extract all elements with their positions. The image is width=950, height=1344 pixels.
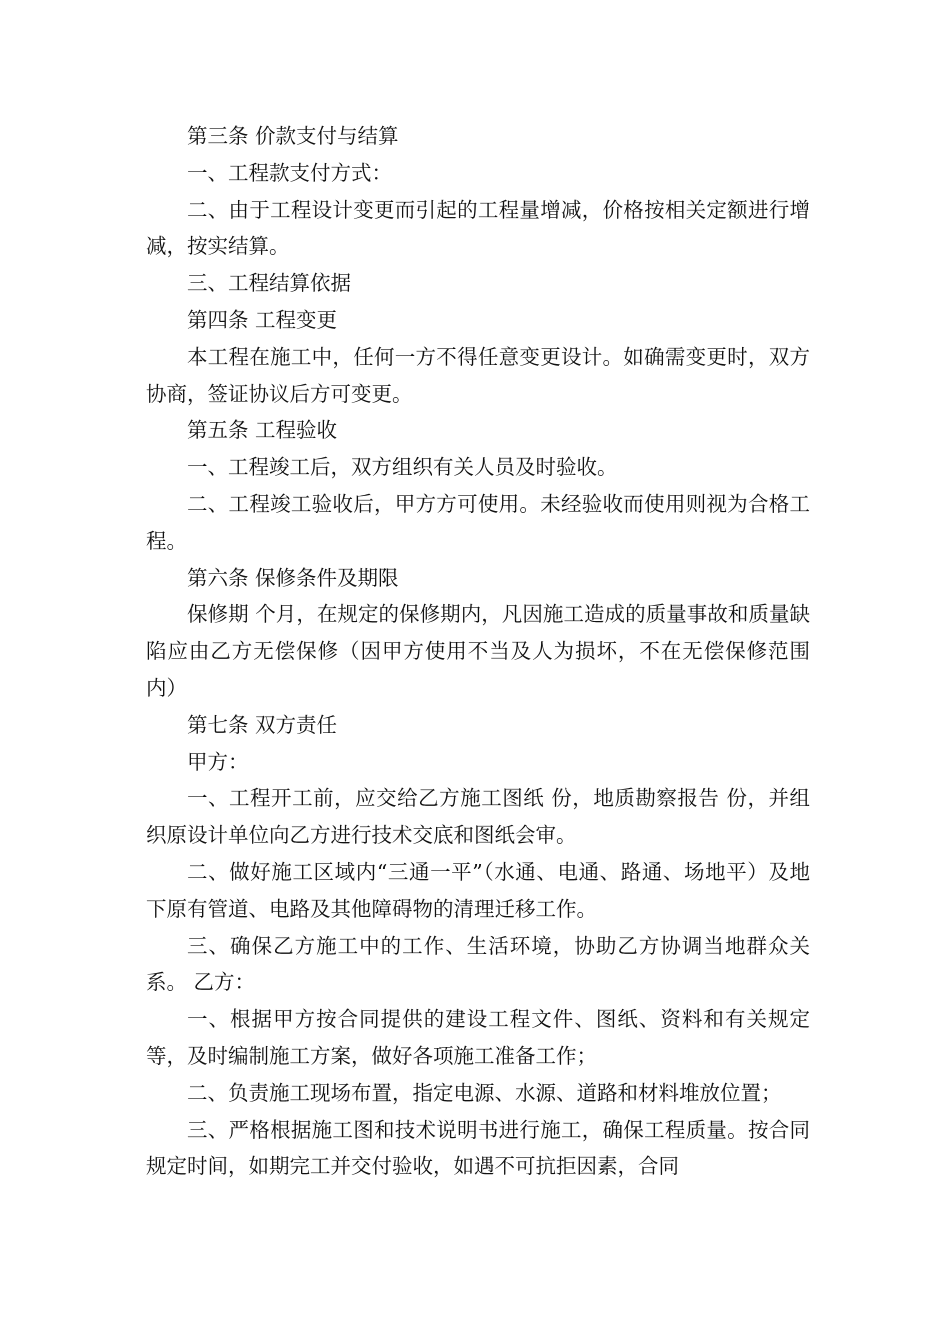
paragraph: 本工程在施工中，任何一方不得任意变更设计。如确需变更时，双方协商，签证协议后方可变更。 [146,344,810,406]
party-a-label: 甲方： [187,749,249,774]
article-7-heading: 第七条 双方责任 [187,712,338,737]
paragraph: 一、根据甲方按合同提供的建设工程文件、图纸、资料和有关规定等，及时编制施工方案，做好各项施工准备工作； [146,1007,810,1068]
paragraph: 一、工程款支付方式： [187,160,392,185]
paragraph: 二、由于工程设计变更而引起的工程量增减，价格按相关定额进行增减，按实结算。 [146,197,810,259]
paragraph: 二、负责施工现场布置，指定电源、水源、道路和材料堆放位置； [187,1080,782,1105]
document-body [146,118,810,1185]
article-5-heading: 第五条 工程验收 [187,418,338,443]
article-6-heading: 第六条 保修条件及期限 [187,565,399,590]
paragraph: 保修期 个月，在规定的保修期内，凡因施工造成的质量事故和质量缺陷应由乙方无偿保修（因甲方使用不当及人为损坏，不在无偿保修范围内） [146,602,810,700]
paragraph: 二、工程竣工验收后，甲方方可使用。未经验收而使用则视为合格工程。 [146,491,810,553]
paragraph: 二、做好施工区域内“三通一平”（水通、电通、路通、场地平）及地下原有管道、电路及其他障碍物的清理迁移工作。 [146,859,810,921]
article-3-heading: 第三条 价款支付与结算 [187,124,399,148]
paragraph: 三、工程结算依据 [187,271,351,296]
article-4-heading: 第四条 工程变更 [187,307,338,332]
paragraph: 一、工程开工前，应交给乙方施工图纸 份，地质勘察报告 份，并组织原设计单位向乙方进行技术交底和图纸会审。 [146,786,810,848]
paragraph: 三、严格根据施工图和技术说明书进行施工，确保工程质量。按合同规定时间，如期完工并交付验收，如遇不可抗拒因素，合同 [146,1117,810,1179]
paragraph: 三、确保乙方施工中的工作、生活环境，协助乙方协调当地群众关系。 乙方： [146,933,810,995]
paragraph: 一、工程竣工后，双方组织有关人员及时验收。 [187,455,618,480]
